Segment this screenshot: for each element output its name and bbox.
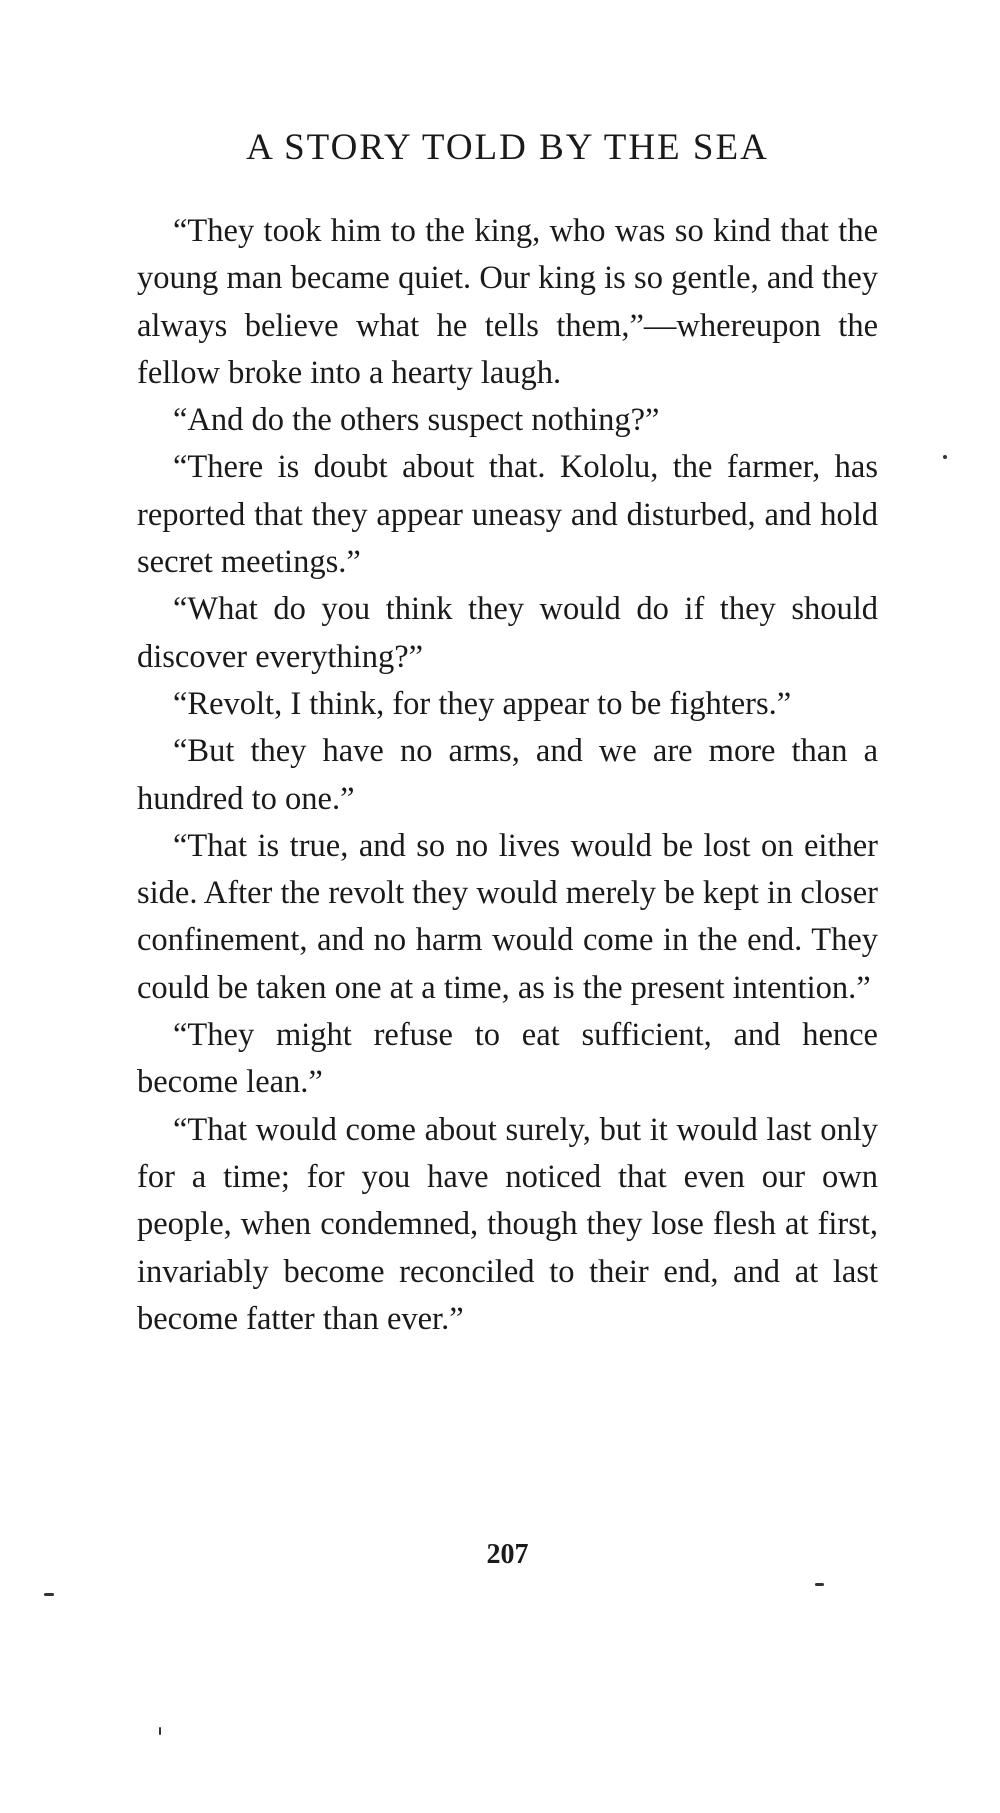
page-number: 207	[486, 1539, 529, 1570]
paragraph: “Revolt, I think, for they appear to be fighters.”	[173, 685, 792, 722]
paragraph: “What do you think they would do if they should discover everything?”	[137, 591, 878, 675]
body-text	[137, 208, 878, 1343]
paragraph: “They might refuse to eat sufficient, and hence become lean.”	[137, 1017, 878, 1101]
scan-speck	[943, 455, 947, 459]
scan-speck	[159, 1727, 161, 1735]
running-head: A STORY TOLD BY THE SEA	[246, 127, 769, 168]
scan-speck	[44, 1593, 54, 1596]
paragraph: “That would come about surely, but it would last only for a time; for you have noticed that even our own people, when condemned, though they lose flesh at first, invariably become reconciled to their end, and at last become fatter than ever.”	[137, 1111, 878, 1337]
paragraph: “That is true, and so no lives would be lost on either side. After the revolt they would merely be kept in closer confinement, and no harm would come in the end. They could be taken one at a time, as is the present intention.”	[137, 827, 878, 1006]
scan-speck	[815, 1583, 824, 1586]
paragraph: “But they have no arms, and we are more than a hundred to one.”	[137, 733, 878, 817]
paragraph: “They took him to the king, who was so kind that the young man became quiet. Our king is so gentle, and they always believe what he tells them,”—whereupon the fellow broke into a hearty laugh.	[137, 213, 878, 391]
paragraph: “And do the others suspect nothing?”	[173, 402, 660, 439]
book-page	[137, 0, 878, 1813]
paragraph: “There is doubt about that. Kololu, the farmer, has reported that they appear uneasy and disturbed, and hold secret meetings.”	[137, 449, 878, 581]
